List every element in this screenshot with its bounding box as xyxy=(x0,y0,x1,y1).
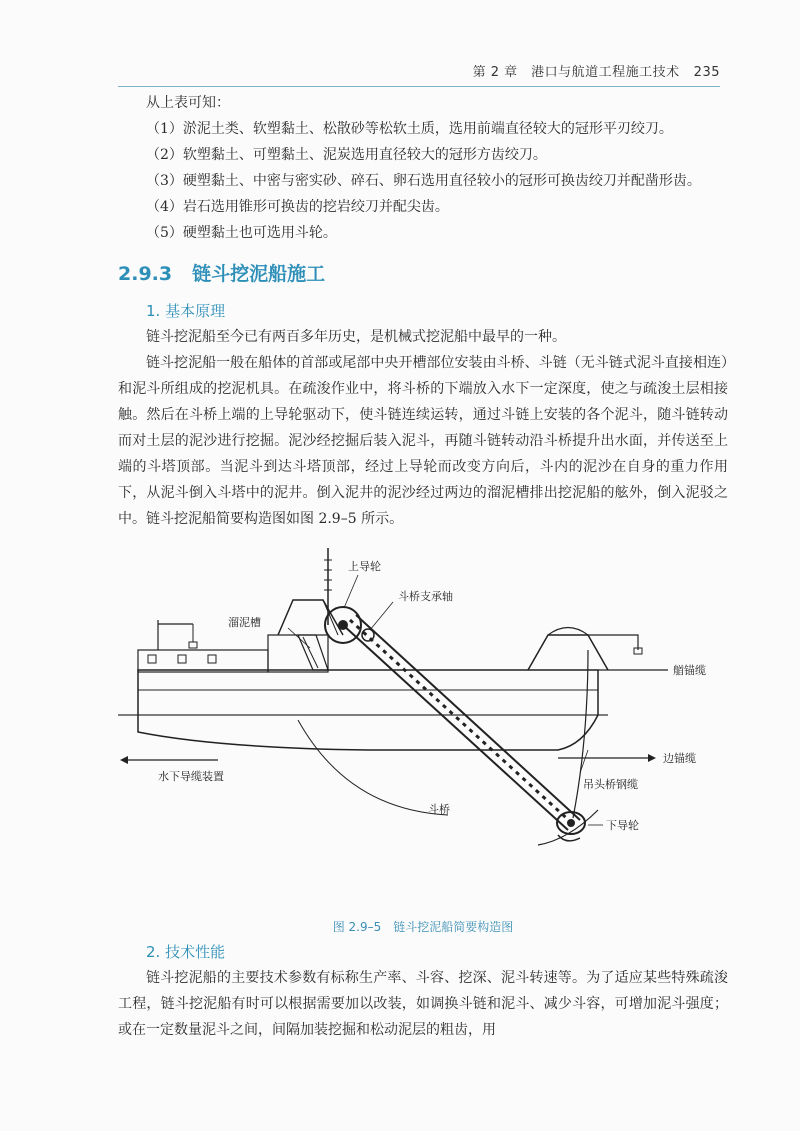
leader-chute xyxy=(288,628,310,648)
caption-number: 图 2.9–5 xyxy=(332,920,382,934)
page-content xyxy=(118,90,728,1043)
bow-gantry xyxy=(528,635,608,670)
leader-bearing xyxy=(370,602,393,630)
header-chapter: 第 2 章 港口与航道工程施工技术 xyxy=(472,65,680,80)
label-upper-wheel: 上导轮 xyxy=(348,560,381,573)
section-title xyxy=(118,258,728,290)
cabin-window xyxy=(178,655,186,663)
paragraph-history: 链斗挖泥船至今已有两百多年历史，是机械式挖泥船中最早的一种。 xyxy=(146,329,566,345)
ladder-bottom-line xyxy=(356,615,580,820)
bridge-house xyxy=(268,635,328,672)
bow-gantry-arch xyxy=(548,628,588,636)
ladder-top-line xyxy=(343,625,568,830)
label-ladder: 斗桥 xyxy=(428,803,450,816)
lower-wheel-hub xyxy=(567,819,575,827)
label-chute: 溜泥槽 xyxy=(228,616,261,629)
list-item-5: （5）硬塑黏土也可选用斗轮。 xyxy=(146,225,337,241)
hull-outline xyxy=(138,670,598,750)
leader-upper-wheel xyxy=(344,575,358,608)
underwater-cable xyxy=(298,720,448,815)
superstructure-cabin xyxy=(138,650,268,672)
running-header xyxy=(118,58,720,87)
side-anchor-arrowhead xyxy=(648,754,656,762)
bucket-chain xyxy=(350,620,574,825)
caption-text: 链斗挖泥船简要构造图 xyxy=(393,920,514,934)
subsection-title-1: 1. 基本原理 xyxy=(146,302,226,320)
tower-frame xyxy=(278,600,343,635)
underwater-guide-arrowhead xyxy=(120,756,128,764)
list-item-4: （4）岩石选用锥形可换齿的挖岩绞刀并配尖齿。 xyxy=(146,199,449,215)
crane-hook-left xyxy=(189,642,197,648)
cabin-window xyxy=(148,655,156,663)
intro-paragraph: 从上表可知： xyxy=(146,95,230,111)
label-side-anchor: 边锚缆 xyxy=(663,752,696,765)
list-item-3: （3）硬塑黏土、中密与密实砂、碎石、卵石选用直径较小的冠形可换齿绞刀并配凿形齿。 xyxy=(146,173,701,189)
paragraph-tech-params: 链斗挖泥船的主要技术参数有标称生产率、斗容、挖深、泥斗转速等。为了适应某些特殊疏浚工程，链斗挖泥船有时可以根据需要加以改装，如调换斗链和泥斗、减少斗容，可增加泥斗强度；或在一定数量泥斗之间，间隔加装挖掘和松动泥层的粗齿，用 xyxy=(118,970,728,1038)
header-text xyxy=(473,61,720,80)
label-underwater-guide: 水下导缆装置 xyxy=(158,770,224,783)
cabin-window xyxy=(208,655,216,663)
label-lower-wheel: 下导轮 xyxy=(606,819,639,832)
list-item-1: （1）淤泥土类、软塑黏土、松散砂等松软土质，选用前端直径较大的冠形平刃绞刀。 xyxy=(146,121,673,137)
figure-caption xyxy=(118,918,728,935)
page-number: 235 xyxy=(693,65,720,80)
seabed-curve xyxy=(538,810,598,845)
label-bow-anchor: 艏锚缆 xyxy=(673,664,706,677)
figure-dredger-diagram xyxy=(118,540,728,912)
section-title-text: 链斗挖泥船施工 xyxy=(192,263,326,285)
dredger-diagram-svg xyxy=(118,540,728,912)
label-ladder-bearing: 斗桥支承轴 xyxy=(398,590,453,603)
paragraph-principle: 链斗挖泥船一般在船体的首部或尾部中央开槽部位安装由斗桥、斗链（无斗链式泥斗直接相连）和泥斗所组成的挖泥机具。在疏浚作业中，将斗桥的下端放入水下一定深度，使之与疏浚土层相接触。然后在斗桥上端的上导轮驱动下，使斗链连续运转，通过斗链上安装的各个泥斗，随斗链转动而对土层的泥沙进行挖掘。泥沙经挖掘后装入泥斗，再随斗链转动沿斗桥提升出水面，并传送至上端的斗塔顶部。当泥斗到达斗塔顶部，经过上导轮而改变方向后，斗内的泥沙在自身的重力作用下，从泥斗倒入斗塔中的泥井。倒入泥井的泥沙经过两边的溜泥槽排出挖泥船的舷外，倒入泥驳之中。链斗挖泥船简要构造图如图 2.9–5 所示。 xyxy=(118,355,728,527)
list-item-2: （2）软塑黏土、可塑黏土、泥炭选用直径较大的冠形方齿绞刀。 xyxy=(146,147,547,163)
label-ladder-hoist: 吊头桥钢缆 xyxy=(583,778,638,791)
chute-shape xyxy=(298,635,328,670)
section-number: 2.9.3 xyxy=(118,263,173,285)
subsection-title-2: 2. 技术性能 xyxy=(146,943,226,961)
